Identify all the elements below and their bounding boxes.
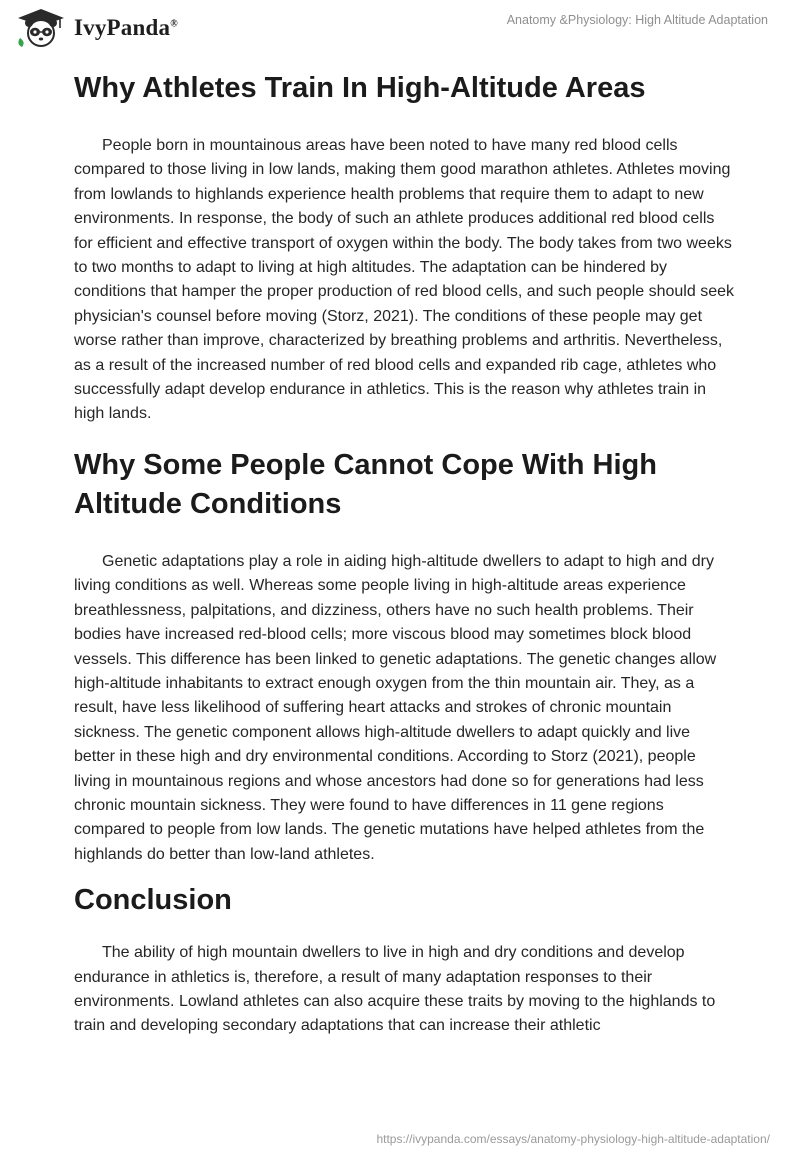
section-heading-conclusion: Conclusion [74, 884, 232, 917]
brand-name: IvyPanda® [74, 15, 178, 40]
document-title: Anatomy &Physiology: High Altitude Adaptation [506, 13, 768, 27]
section-paragraph-cannot-cope: Genetic adaptations play a role in aiding high-altitude dwellers to adapt to high and dry living conditions as well. Whereas some people living in high-altitude areas experience breathlessness, palpitations, and dizziness, others have no such health problems. Their bodies have increased red-blood cells; more viscous blood may sometimes block blood vessels. This difference has been linked to genetic adaptations. The genetic changes allow high-altitude inhabitants to extract enough oxygen from the thin mountain air. They, as a result, have less likelihood of suffering heart attacks and strokes of chronic mountain sickness. The genetic component allows high-altitude dwellers to adapt quickly and live better in these high and dry environmental conditions. According to Storz (2021), people living in mountainous regions and whose ancestors had done so for generations had less chronic mountain sickness. They were found to have differences in 11 gene regions compared to people from low lands. The genetic mutations have helped athletes from the highlands do better than low-land athletes. [74, 552, 717, 863]
section-paragraph-conclusion: The ability of high mountain dwellers to live in high and dry conditions and develop endurance in athletics is, therefore, a result of many adaptation responses to their environments. Lowland athletes can also acquire these traits by moving to the highlands to train and developing secondary adaptations that can increase their athletic [74, 944, 716, 1035]
section-heading-cannot-cope: Why Some People Cannot Cope With High Altitude Conditions [74, 448, 657, 520]
source-url-link[interactable]: https://ivypanda.com/essays/anatomy-physiology-high-altitude-adaptation/ [376, 1132, 770, 1146]
panda-mascot-icon [14, 8, 68, 48]
section-heading-athletes-train: Why Athletes Train In High-Altitude Areas [74, 72, 646, 104]
brand-logo[interactable] [14, 8, 178, 48]
section-paragraph-athletes-train: People born in mountainous areas have been noted to have many red blood cells compared to those living in low lands, making them good marathon athletes. Athletes moving from lowlands to highlands experience health problems that require them to adapt to new environments. In response, the body of such an athlete produces additional red blood cells for efficient and effective transport of oxygen within the body. The body takes from two weeks to two months to adapt to living at high altitudes. The adaptation can be hindered by conditions that hamper the proper production of red blood cells, and such people should seek physician's counsel before moving (Storz, 2021). The conditions of these people may get worse rather than improve, characterized by breathing problems and arthritis. Nevertheless, as a result of the increased number of red blood cells and expanded rib cage, athletes who successfully adapt develop endurance in athletics. This is the reason why athletes train in high lands. [74, 137, 734, 423]
article-body [74, 70, 734, 1039]
